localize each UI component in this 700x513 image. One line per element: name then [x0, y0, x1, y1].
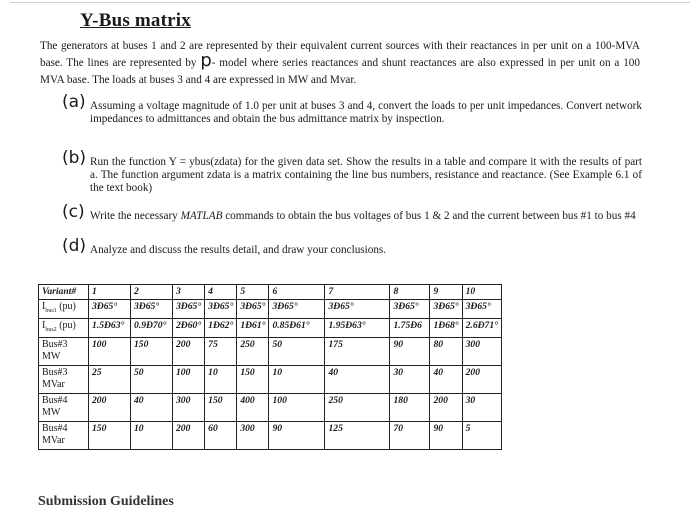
intro-text-2: - model where series reactances and shunt reactances are also expressed in per unit on a 100 MVA base. The loads at buses 3 and 4 are expressed in MW and Mvar. — [40, 57, 640, 86]
table-cell: 200 — [430, 394, 462, 422]
part-b-label: (b) — [62, 148, 87, 168]
table-cell: 1.95Ð63° — [325, 319, 390, 338]
table-cell: 3Ð65° — [390, 300, 430, 319]
table-cell: 2.6Ð71° — [462, 319, 501, 338]
pi-symbol: p — [200, 50, 212, 71]
row-label-unit: (pu) — [56, 301, 76, 312]
row-label-symbol: I — [42, 320, 46, 331]
table-header-row — [39, 285, 502, 300]
table-cell: 300 — [237, 422, 269, 450]
question-part-b — [62, 148, 642, 195]
part-a-label: (a) — [62, 92, 86, 112]
table-cell: 125 — [325, 422, 390, 450]
part-b-text: Run the function Y = ybus(zdata) for the given data set. Show the results in a table and compare it with the results of part a. The function argument zdata is a matrix containing the line bus numbers, resistance and reactance. (See Example 6.1 of the text book) — [90, 156, 642, 194]
table-cell: 40 — [325, 366, 390, 394]
table-cell: 3Ð65° — [269, 300, 325, 319]
row-label: Bus#3 MW — [39, 338, 89, 366]
table-cell: 50 — [269, 338, 325, 366]
table-cell: 250 — [325, 394, 390, 422]
matlab-term: MATLAB — [180, 210, 223, 222]
table-cell: 10 — [269, 366, 325, 394]
table-cell: 2Ð60° — [173, 319, 205, 338]
part-c-label: (c) — [62, 202, 85, 222]
table-cell: 200 — [173, 338, 205, 366]
row-label: Bus#4 MW — [39, 394, 89, 422]
question-part-d — [62, 236, 642, 257]
table-cell: 1Ð61° — [237, 319, 269, 338]
table-cell: 1Ð62° — [205, 319, 237, 338]
table-cell: 300 — [173, 394, 205, 422]
table-row — [39, 319, 502, 338]
header-variant-5: 5 — [237, 285, 269, 300]
table-cell: 150 — [237, 366, 269, 394]
table-cell: 175 — [325, 338, 390, 366]
table-cell: 200 — [89, 394, 131, 422]
table-cell: 90 — [390, 338, 430, 366]
table-cell: 25 — [89, 366, 131, 394]
row-label-unit: (pu) — [56, 320, 76, 331]
table-cell: 180 — [390, 394, 430, 422]
table-cell: 300 — [462, 338, 501, 366]
row-label-symbol: I — [42, 301, 46, 312]
table-cell: 40 — [430, 366, 462, 394]
table-cell: 0.85Ð61° — [269, 319, 325, 338]
table-cell: 100 — [89, 338, 131, 366]
table-cell: 3Ð65° — [131, 300, 173, 319]
table-cell: 5 — [462, 422, 501, 450]
row-label-subscript: bus2 — [45, 327, 57, 333]
table-cell: 0.9Ð70° — [131, 319, 173, 338]
table-cell: 100 — [173, 366, 205, 394]
table-row — [39, 366, 502, 394]
table-cell: 250 — [237, 338, 269, 366]
intro-paragraph — [40, 38, 640, 89]
table-cell: 10 — [131, 422, 173, 450]
intro-text-1: The generators at buses 1 and 2 are represented by their equivalent current sources with their reactances in per unit on a 100-MVA base. The lines are represented by — [40, 40, 640, 69]
table-cell: 200 — [173, 422, 205, 450]
header-variant-2: 2 — [131, 285, 173, 300]
table-cell: 90 — [269, 422, 325, 450]
table-cell: 150 — [131, 338, 173, 366]
part-c-text-1: Write the necessary — [90, 210, 181, 222]
table-row — [39, 394, 502, 422]
row-label: Bus#3 MVar — [39, 366, 89, 394]
row-label-subscript: bus1 — [45, 308, 57, 314]
table-cell: 50 — [131, 366, 173, 394]
header-variant-4: 4 — [205, 285, 237, 300]
question-part-a — [62, 92, 642, 126]
row-label — [39, 300, 89, 319]
table-row — [39, 300, 502, 319]
table-cell: 60 — [205, 422, 237, 450]
table-cell: 1.5Ð63° — [89, 319, 131, 338]
part-c-text-2: commands to obtain the bus voltages of bus 1 & 2 and the current between bus #1 to bus #4 — [222, 210, 636, 222]
table-cell: 3Ð65° — [325, 300, 390, 319]
part-d-label: (d) — [62, 236, 87, 256]
table-row — [39, 338, 502, 366]
table-cell: 75 — [205, 338, 237, 366]
table-row — [39, 422, 502, 450]
header-variant-7: 7 — [325, 285, 390, 300]
table-cell: 3Ð65° — [237, 300, 269, 319]
variant-data-table — [38, 284, 502, 450]
table-cell: 1.75Ð6 — [390, 319, 430, 338]
table-cell: 40 — [131, 394, 173, 422]
table-cell: 30 — [390, 366, 430, 394]
part-d-text: Analyze and discuss the results detail, and draw your conclusions. — [90, 244, 387, 256]
table-cell: 400 — [237, 394, 269, 422]
table-cell: 80 — [430, 338, 462, 366]
table-cell: 1Ð68° — [430, 319, 462, 338]
table-cell: 3Ð65° — [173, 300, 205, 319]
row-label — [39, 319, 89, 338]
table-cell: 3Ð65° — [205, 300, 237, 319]
header-variant-label: Variant# — [39, 285, 89, 300]
question-part-c — [62, 202, 642, 223]
part-c-text — [90, 210, 642, 223]
header-variant-9: 9 — [430, 285, 462, 300]
table-cell: 3Ð65° — [89, 300, 131, 319]
table-cell: 90 — [430, 422, 462, 450]
part-a-text: Assuming a voltage magnitude of 1.0 per unit at buses 3 and 4, convert the loads to per unit impedances. Convert network impedances to admittances and obtain the bus admittance matrix by inspection. — [90, 100, 642, 125]
row-label: Bus#4 MVar — [39, 422, 89, 450]
footer-heading-partial: Submission Guidelines — [38, 494, 174, 509]
header-variant-6: 6 — [269, 285, 325, 300]
table-cell: 3Ð65° — [430, 300, 462, 319]
table-cell: 150 — [89, 422, 131, 450]
table-cell: 30 — [462, 394, 501, 422]
table-cell: 150 — [205, 394, 237, 422]
page-title: Y-Bus matrix — [80, 10, 191, 31]
header-variant-3: 3 — [173, 285, 205, 300]
header-variant-1: 1 — [89, 285, 131, 300]
table-cell: 100 — [269, 394, 325, 422]
table-cell: 3Ð65° — [462, 300, 501, 319]
table-cell: 10 — [205, 366, 237, 394]
table-cell: 200 — [462, 366, 501, 394]
header-variant-8: 8 — [390, 285, 430, 300]
header-variant-10: 10 — [462, 285, 501, 300]
top-divider — [10, 2, 690, 3]
table-cell: 70 — [390, 422, 430, 450]
